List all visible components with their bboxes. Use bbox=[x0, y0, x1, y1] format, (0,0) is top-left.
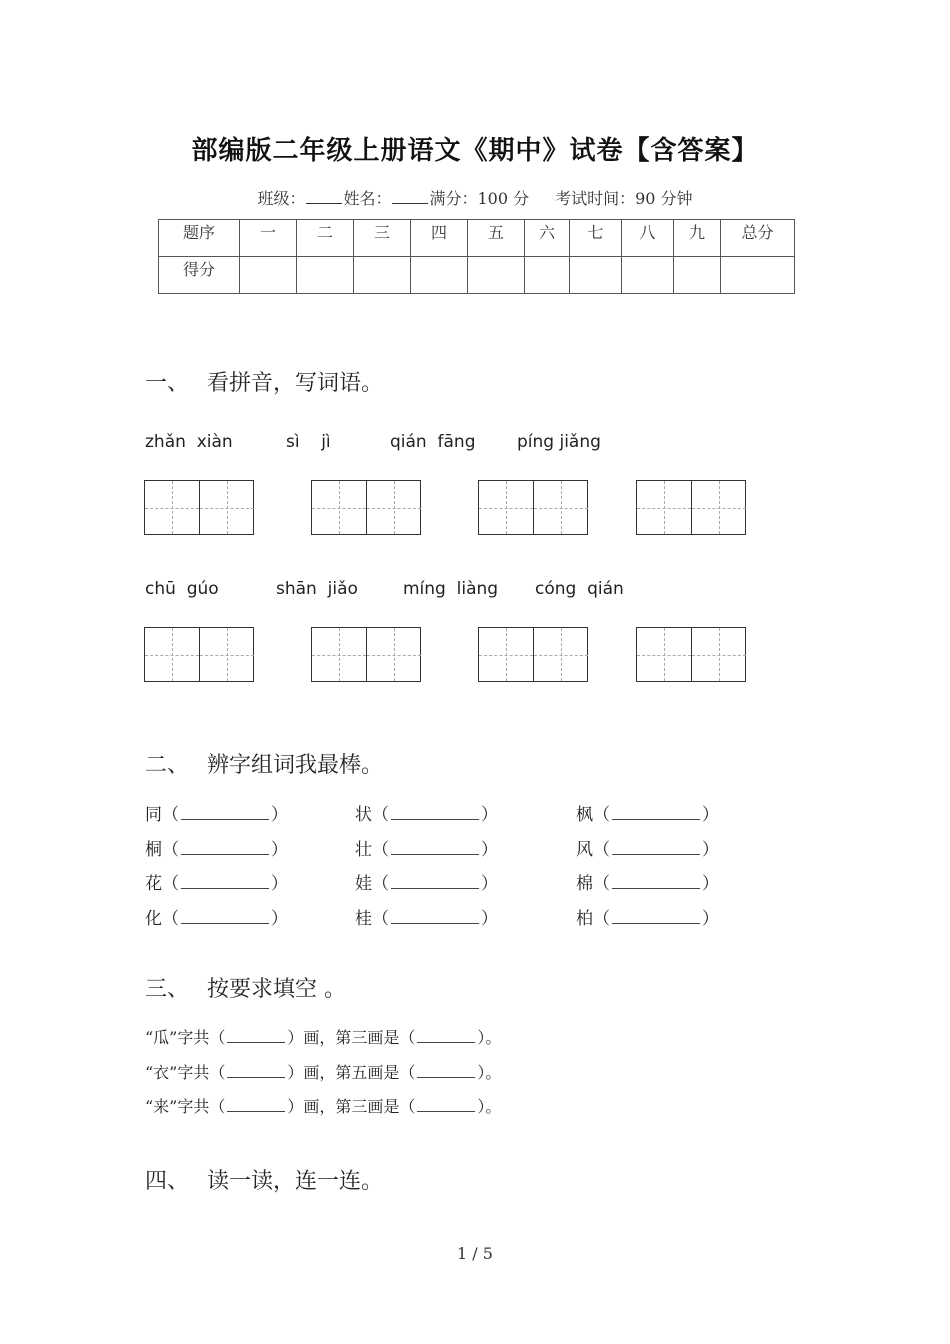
class-blank[interactable] bbox=[306, 189, 342, 204]
word-item: 花（ ） bbox=[145, 874, 288, 894]
page-number: 1 / 5 bbox=[457, 1244, 493, 1263]
section4-number: 四、 bbox=[145, 1169, 190, 1194]
word-blank[interactable] bbox=[391, 803, 479, 820]
score-row-label: 得分 bbox=[159, 257, 240, 294]
writing-grid[interactable] bbox=[311, 627, 421, 682]
word-item: 枫（ ） bbox=[576, 805, 719, 825]
word-item: 同（ ） bbox=[145, 805, 288, 825]
word-item: 桂（ ） bbox=[355, 909, 498, 929]
word-char: 花 bbox=[145, 874, 162, 894]
score-header-cell: 八 bbox=[622, 220, 674, 257]
word-blank[interactable] bbox=[181, 803, 269, 820]
pinyin-2: sì jì bbox=[286, 432, 331, 452]
score-header-cell: 总分 bbox=[721, 220, 795, 257]
score-cell[interactable] bbox=[411, 257, 468, 294]
word-item: 壮（ ） bbox=[355, 840, 498, 860]
name-blank[interactable] bbox=[392, 189, 428, 204]
stroke-name-blank[interactable] bbox=[417, 1062, 475, 1078]
word-blank[interactable] bbox=[612, 872, 700, 889]
name-label: 姓名： bbox=[343, 189, 392, 208]
word-blank[interactable] bbox=[181, 838, 269, 855]
writing-grid[interactable] bbox=[478, 627, 588, 682]
word-blank[interactable] bbox=[612, 907, 700, 924]
word-item: 状（ ） bbox=[355, 805, 498, 825]
section3-heading bbox=[145, 972, 346, 1003]
writing-grid[interactable] bbox=[311, 480, 421, 535]
class-label: 班级： bbox=[257, 189, 306, 208]
word-item: 柏（ ） bbox=[576, 909, 719, 929]
word-blank[interactable] bbox=[612, 803, 700, 820]
word-item: 桐（ ） bbox=[145, 840, 288, 860]
score-table-header-row bbox=[159, 220, 795, 257]
score-cell[interactable] bbox=[674, 257, 721, 294]
word-item: 化（ ） bbox=[145, 909, 288, 929]
stroke-name-blank[interactable] bbox=[417, 1096, 475, 1112]
pinyin-3: qián fāng bbox=[390, 432, 476, 452]
score-header-cell: 六 bbox=[525, 220, 570, 257]
score-cell[interactable] bbox=[240, 257, 297, 294]
section4-title: 读一读，连一连。 bbox=[207, 1169, 384, 1194]
score-cell[interactable] bbox=[622, 257, 674, 294]
word-blank[interactable] bbox=[391, 838, 479, 855]
section1-title: 看拼音，写词语。 bbox=[207, 371, 384, 396]
score-header-cell: 七 bbox=[570, 220, 622, 257]
word-char: 化 bbox=[145, 909, 162, 929]
word-item: 棉（ ） bbox=[576, 874, 719, 894]
word-char: 壮 bbox=[355, 840, 372, 860]
word-blank[interactable] bbox=[181, 907, 269, 924]
pinyin-7: míng liàng bbox=[403, 579, 499, 599]
full-score: 满分：100 分 bbox=[429, 189, 530, 208]
word-blank[interactable] bbox=[181, 872, 269, 889]
stroke-question: “来”字共（ ）画，第三画是（ ）。 bbox=[145, 1097, 502, 1116]
stroke-question: “瓜”字共（ ）画，第三画是（ ）。 bbox=[145, 1028, 502, 1047]
score-header-cell: 九 bbox=[674, 220, 721, 257]
section1-number: 一、 bbox=[145, 371, 190, 396]
word-item: 风（ ） bbox=[576, 840, 719, 860]
word-blank[interactable] bbox=[391, 907, 479, 924]
score-cell[interactable] bbox=[354, 257, 411, 294]
word-char: 娃 bbox=[355, 874, 372, 894]
stroke-question: “衣”字共（ ）画，第五画是（ ）。 bbox=[145, 1063, 502, 1082]
stroke-count-blank[interactable] bbox=[227, 1027, 285, 1043]
score-cell[interactable] bbox=[297, 257, 354, 294]
word-char: 枫 bbox=[576, 805, 593, 825]
word-char: 桐 bbox=[145, 840, 162, 860]
writing-grid[interactable] bbox=[636, 627, 746, 682]
writing-grid[interactable] bbox=[144, 480, 254, 535]
word-char: 柏 bbox=[576, 909, 593, 929]
writing-grid[interactable] bbox=[636, 480, 746, 535]
stroke-count-blank[interactable] bbox=[227, 1062, 285, 1078]
score-table bbox=[158, 219, 795, 294]
word-char: 棉 bbox=[576, 874, 593, 894]
word-char: 状 bbox=[355, 805, 372, 825]
score-cell[interactable] bbox=[468, 257, 525, 294]
word-char: 桂 bbox=[355, 909, 372, 929]
stroke-count-blank[interactable] bbox=[227, 1096, 285, 1112]
score-cell[interactable] bbox=[721, 257, 795, 294]
score-table-score-row bbox=[159, 257, 795, 294]
section2-heading bbox=[145, 748, 383, 779]
pinyin-5: chū gúo bbox=[145, 579, 219, 599]
page-title: 部编版二年级上册语文《期中》试卷【含答案】 bbox=[191, 136, 759, 166]
pinyin-1: zhǎn xiàn bbox=[145, 432, 233, 452]
word-item: 娃（ ） bbox=[355, 874, 498, 894]
section3-title: 按要求填空 。 bbox=[207, 977, 346, 1002]
stroke-name-blank[interactable] bbox=[417, 1027, 475, 1043]
word-char: 同 bbox=[145, 805, 162, 825]
word-blank[interactable] bbox=[391, 872, 479, 889]
pinyin-6: shān jiǎo bbox=[276, 579, 358, 599]
score-header-cell: 题序 bbox=[159, 220, 240, 257]
section2-title: 辨字组词我最棒。 bbox=[207, 753, 384, 778]
section3-number: 三、 bbox=[145, 977, 190, 1002]
score-header-cell: 四 bbox=[411, 220, 468, 257]
section4-heading bbox=[145, 1164, 383, 1195]
exam-info bbox=[0, 186, 950, 209]
writing-grid[interactable] bbox=[144, 627, 254, 682]
exam-time: 考试时间：90 分钟 bbox=[555, 189, 693, 208]
writing-grid[interactable] bbox=[478, 480, 588, 535]
word-char: 风 bbox=[576, 840, 593, 860]
word-blank[interactable] bbox=[612, 838, 700, 855]
score-header-cell: 三 bbox=[354, 220, 411, 257]
score-cell[interactable] bbox=[525, 257, 570, 294]
section1-heading bbox=[145, 366, 383, 397]
score-header-cell: 一 bbox=[240, 220, 297, 257]
score-header-cell: 二 bbox=[297, 220, 354, 257]
score-cell[interactable] bbox=[570, 257, 622, 294]
pinyin-8: cóng qián bbox=[535, 579, 624, 599]
section2-number: 二、 bbox=[145, 753, 190, 778]
pinyin-4: píng jiǎng bbox=[517, 432, 601, 452]
score-header-cell: 五 bbox=[468, 220, 525, 257]
